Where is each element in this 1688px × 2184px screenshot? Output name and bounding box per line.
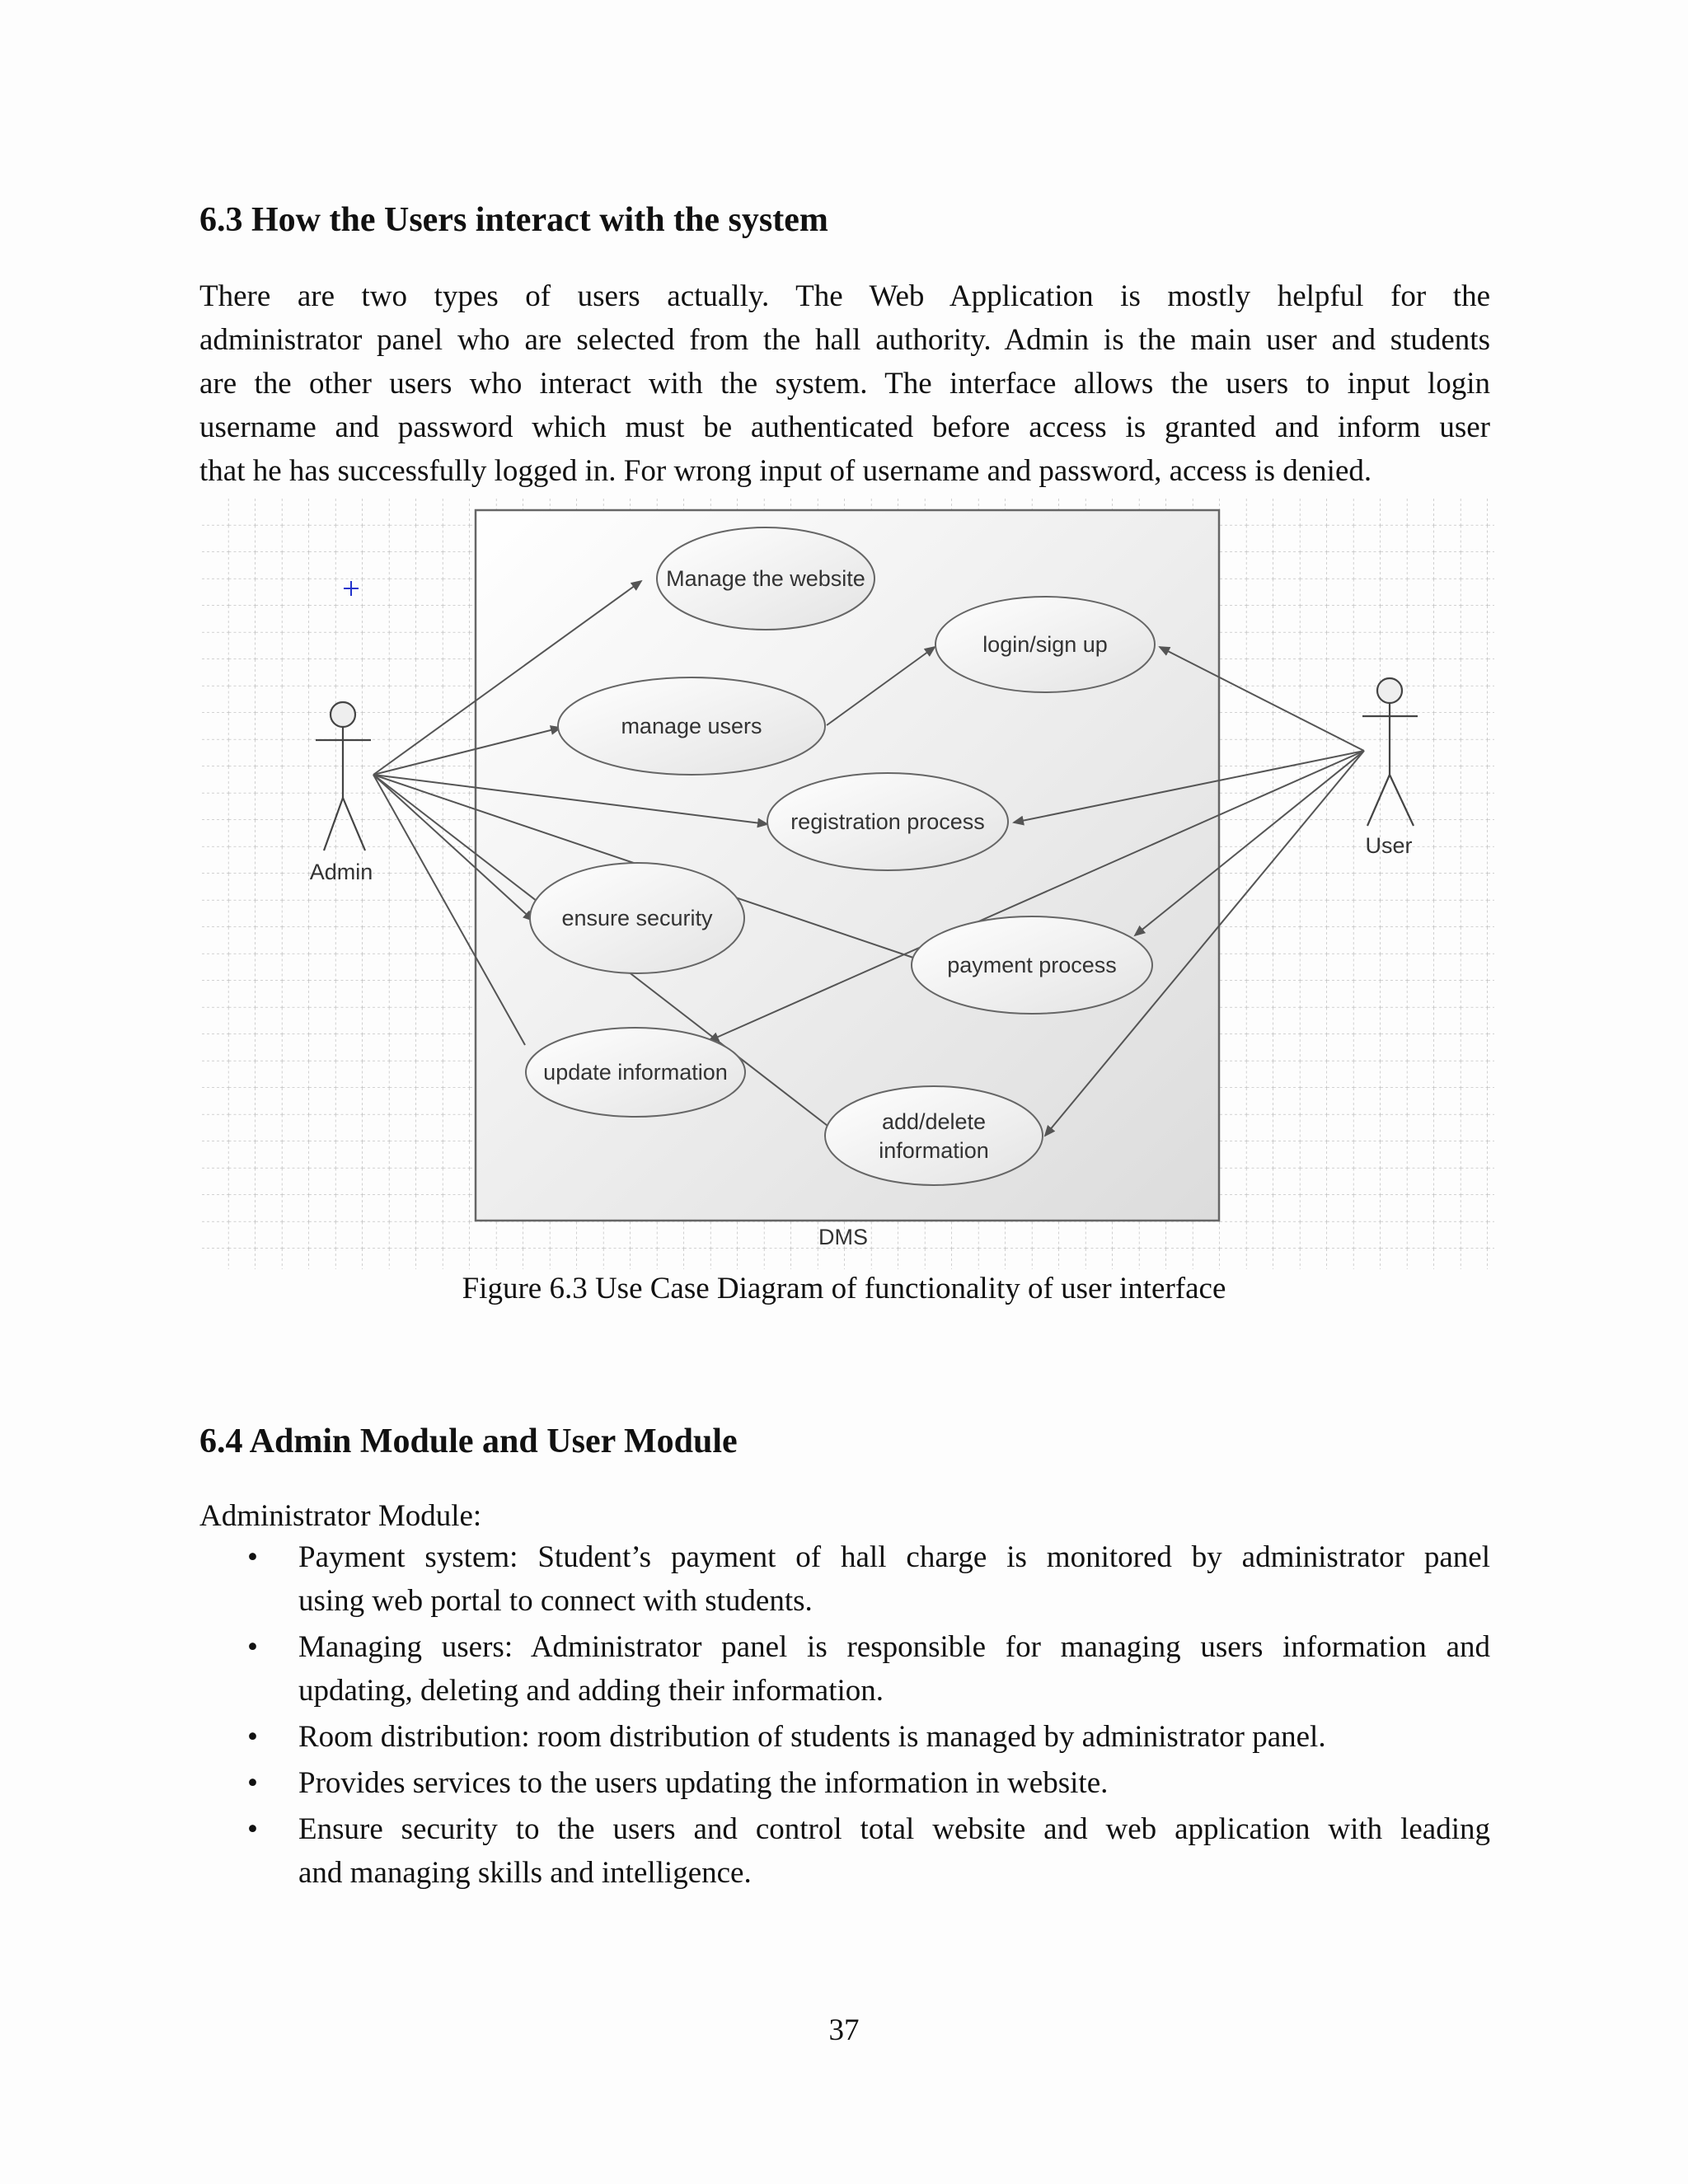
list-item (199, 1715, 1490, 1759)
paragraph-line: username and password which must be authenticated before access is granted and inform user (199, 410, 1490, 444)
admin-module-list (199, 1535, 1490, 1897)
page-number: 37 (828, 2013, 860, 2047)
use-case-add-delete (825, 1086, 1043, 1185)
user-actor-label: User (1365, 833, 1413, 858)
svg-text:information: information (879, 1138, 989, 1163)
bullet-icon: • (247, 1766, 258, 1800)
use-case-update-info (526, 1028, 745, 1117)
use-case-payment (912, 916, 1152, 1014)
admin-actor-label: Admin (309, 860, 373, 884)
svg-text:manage users: manage users (621, 714, 762, 738)
use-case-login (935, 597, 1155, 692)
svg-text:ensure security: ensure security (561, 906, 713, 930)
use-case-diagram (202, 499, 1494, 1269)
section-heading-6-4: 6.4 Admin Module and User Module (199, 1422, 738, 1460)
list-item-line: Ensure security to the users and control total website and web application with leading (298, 1812, 1490, 1846)
paragraph-line: There are two types of users actually. The Web Application is mostly helpful for the (199, 279, 1490, 313)
list-item (199, 1625, 1490, 1713)
list-item-line: Managing users: Administrator panel is responsible for managing users information and (298, 1630, 1490, 1664)
list-item (199, 1761, 1490, 1805)
list-item (199, 1535, 1490, 1623)
section-heading-6-3: 6.3 How the Users interact with the system (199, 201, 828, 239)
use-case-manage-users (558, 677, 825, 775)
use-case-manage-website (657, 527, 874, 630)
use-case-ensure-security (530, 863, 744, 973)
system-label: DMS (818, 1225, 868, 1249)
svg-text:payment process: payment process (947, 953, 1117, 977)
svg-text:Manage the website: Manage the website (666, 566, 865, 591)
svg-text:login/sign up: login/sign up (982, 632, 1108, 657)
paragraph-line: that he has successfully logged in. For wrong input of username and password, access is denied. (199, 454, 1372, 488)
module-label: Administrator Module: (199, 1499, 482, 1533)
svg-text:update information: update information (543, 1060, 728, 1085)
figure-caption: Figure 6.3 Use Case Diagram of functionality of user interface (462, 1272, 1226, 1305)
list-item-line: Room distribution: room distribution of students is managed by administrator panel. (298, 1720, 1326, 1754)
bullet-icon: • (247, 1630, 258, 1664)
svg-text:registration process: registration process (790, 809, 985, 834)
list-item-line: using web portal to connect with students. (298, 1584, 813, 1618)
list-item-line: Provides services to the users updating the information in website. (298, 1766, 1109, 1800)
use-case-registration (767, 773, 1008, 870)
bullet-icon: • (247, 1540, 258, 1574)
bullet-icon: • (247, 1812, 258, 1846)
bullet-icon: • (247, 1720, 258, 1754)
list-item-line: updating, deleting and adding their information. (298, 1674, 884, 1708)
list-item-line: and managing skills and intelligence. (298, 1856, 752, 1890)
paragraph-line: are the other users who interact with the system. The interface allows the users to input login (199, 367, 1490, 401)
svg-text:add/delete: add/delete (881, 1109, 987, 1134)
section-6-3-paragraph (199, 274, 1490, 493)
paragraph-line: administrator panel who are selected from the hall authority. Admin is the main user and students (199, 323, 1490, 357)
list-item-line: Payment system: Student’s payment of hall charge is monitored by administrator panel (298, 1540, 1490, 1574)
list-item (199, 1807, 1490, 1895)
